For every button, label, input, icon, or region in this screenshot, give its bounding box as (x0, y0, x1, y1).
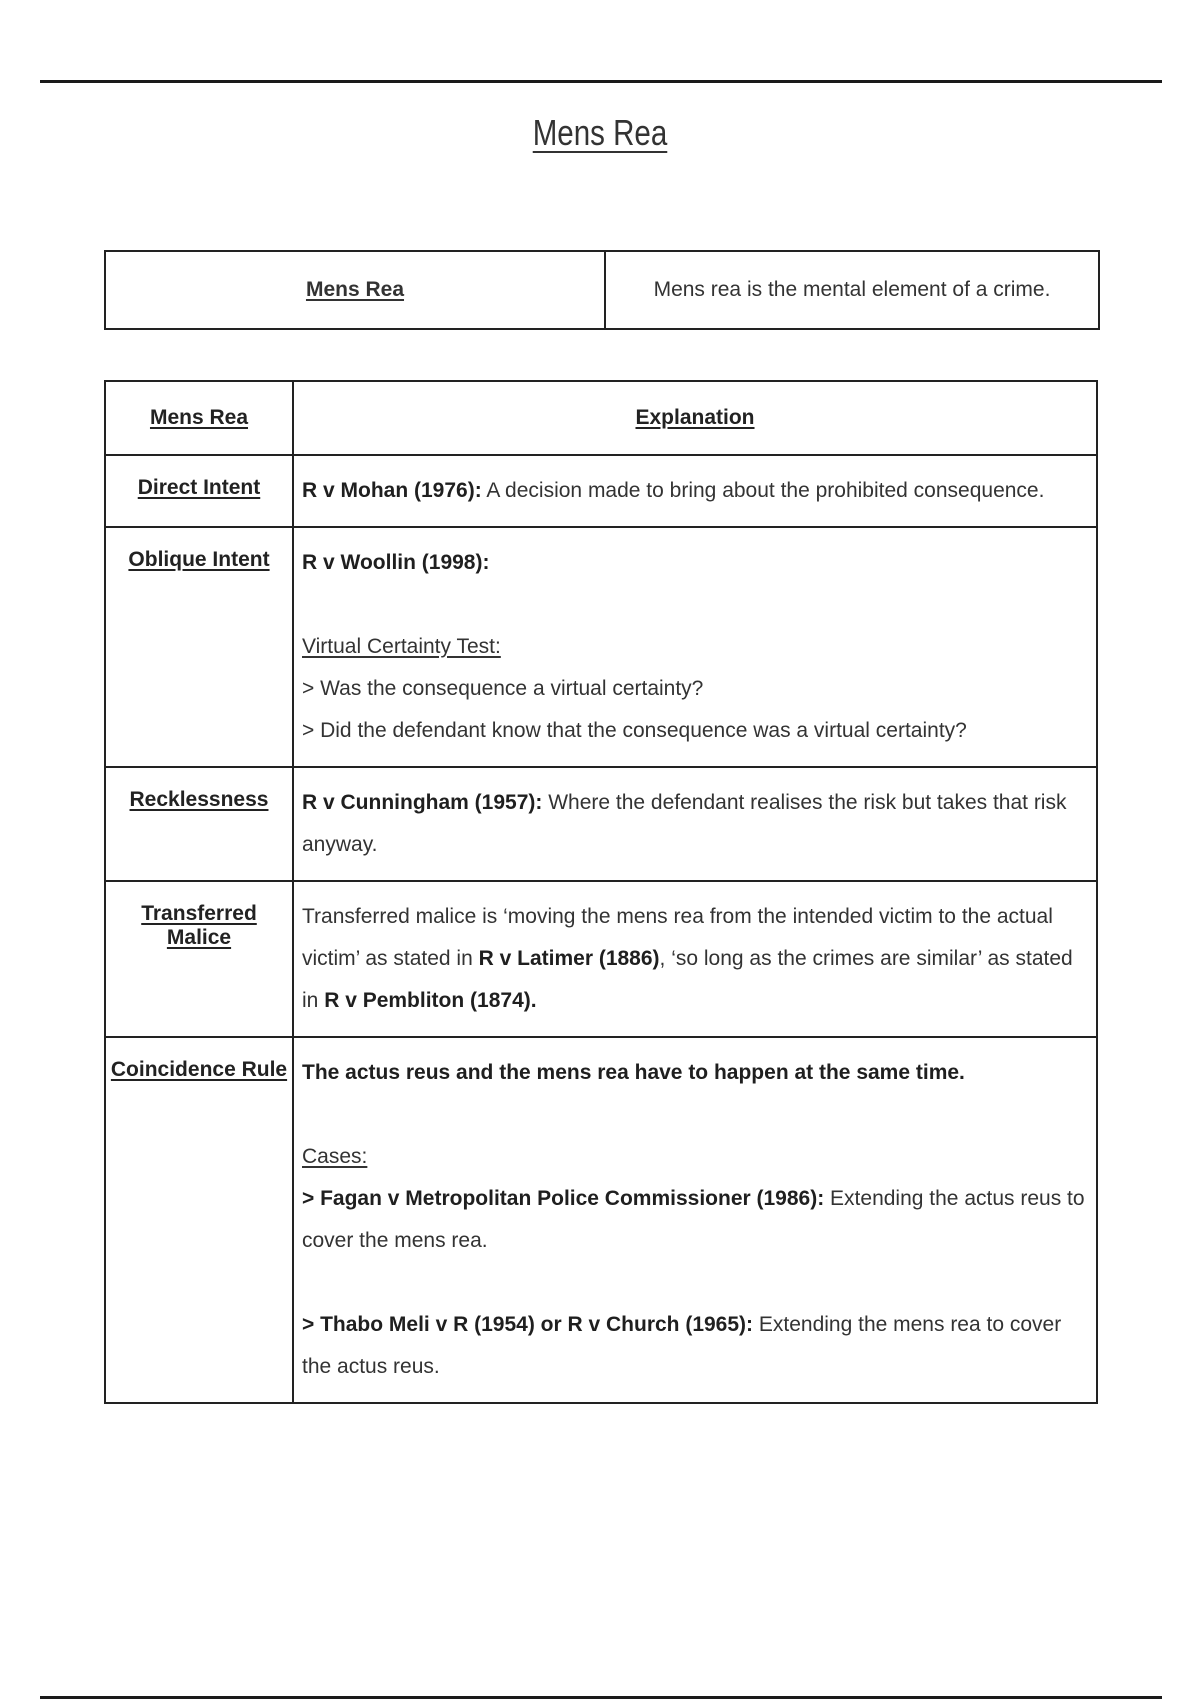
case-pembliton: R v Pembliton (1874). (324, 989, 537, 1012)
mens-rea-table (104, 380, 1098, 1404)
table-row-recklessness (105, 767, 1097, 881)
top-rule (40, 80, 1162, 83)
explanation-transferred-malice (293, 881, 1097, 1037)
explanation-text: Extending the mens rea to cover the actus reus. (302, 1313, 1062, 1378)
explanation-text: , ‘so long as the crimes are similar’ as stated in (302, 947, 1073, 1012)
explanation-text: A decision made to bring about the prohibited consequence. (481, 479, 1045, 502)
explanation-text: Where the defendant realises the risk but takes that risk anyway. (302, 791, 1067, 856)
header-mens-rea: Mens Rea (105, 381, 293, 455)
test-question-2: > Did the defendant know that the consequence was a virtual certainty? (302, 719, 967, 742)
test-question-1: > Was the consequence a virtual certainty? (302, 677, 704, 700)
case-cunningham: R v Cunningham (1957): (302, 791, 543, 814)
definition-row (105, 251, 1099, 329)
definition-text: Mens rea is the mental element of a crime. (605, 251, 1099, 329)
test-title: Virtual Certainty Test: (302, 635, 501, 658)
cases-label: Cases: (302, 1145, 368, 1168)
case-woollin: R v Woollin (1998): (302, 551, 490, 574)
table-header-row (105, 381, 1097, 455)
explanation-oblique-intent (293, 527, 1097, 767)
table-row-oblique-intent (105, 527, 1097, 767)
table-row-direct-intent (105, 455, 1097, 527)
explanation-recklessness (293, 767, 1097, 881)
explanation-coincidence-rule (293, 1037, 1097, 1403)
page-title: Mens Rea (532, 112, 668, 153)
case-fagan-line (302, 1178, 1088, 1262)
case-latimer: R v Latimer (1886) (478, 947, 660, 970)
term-direct-intent: Direct Intent (105, 455, 293, 527)
case-thabo-meli-line (302, 1304, 1088, 1388)
term-transferred-malice: Transferred Malice (105, 881, 293, 1037)
explanation-text: Extending the actus reus to cover the mens rea. (302, 1187, 1085, 1252)
explanation-direct-intent (293, 455, 1097, 527)
coincidence-statement: The actus reus and the mens rea have to happen at the same time. (302, 1061, 965, 1084)
definition-table (104, 250, 1100, 330)
term-recklessness: Recklessness (105, 767, 293, 881)
case-fagan: > Fagan v Metropolitan Police Commissioner (1986): (302, 1187, 825, 1210)
table-row-transferred-malice (105, 881, 1097, 1037)
term-oblique-intent: Oblique Intent (105, 527, 293, 767)
term-coincidence-rule: Coincidence Rule (105, 1037, 293, 1403)
bottom-rule (40, 1696, 1162, 1699)
case-thabo-meli: > Thabo Meli v R (1954) or R v Church (1965): (302, 1313, 754, 1336)
definition-label: Mens Rea (105, 251, 605, 329)
table-row-coincidence-rule (105, 1037, 1097, 1403)
case-mohan: R v Mohan (1976): (302, 479, 482, 502)
header-explanation: Explanation (293, 381, 1097, 455)
explanation-text: Transferred malice is ‘moving the mens rea from the intended victim to the actual victim’ as stated in (302, 905, 1053, 970)
